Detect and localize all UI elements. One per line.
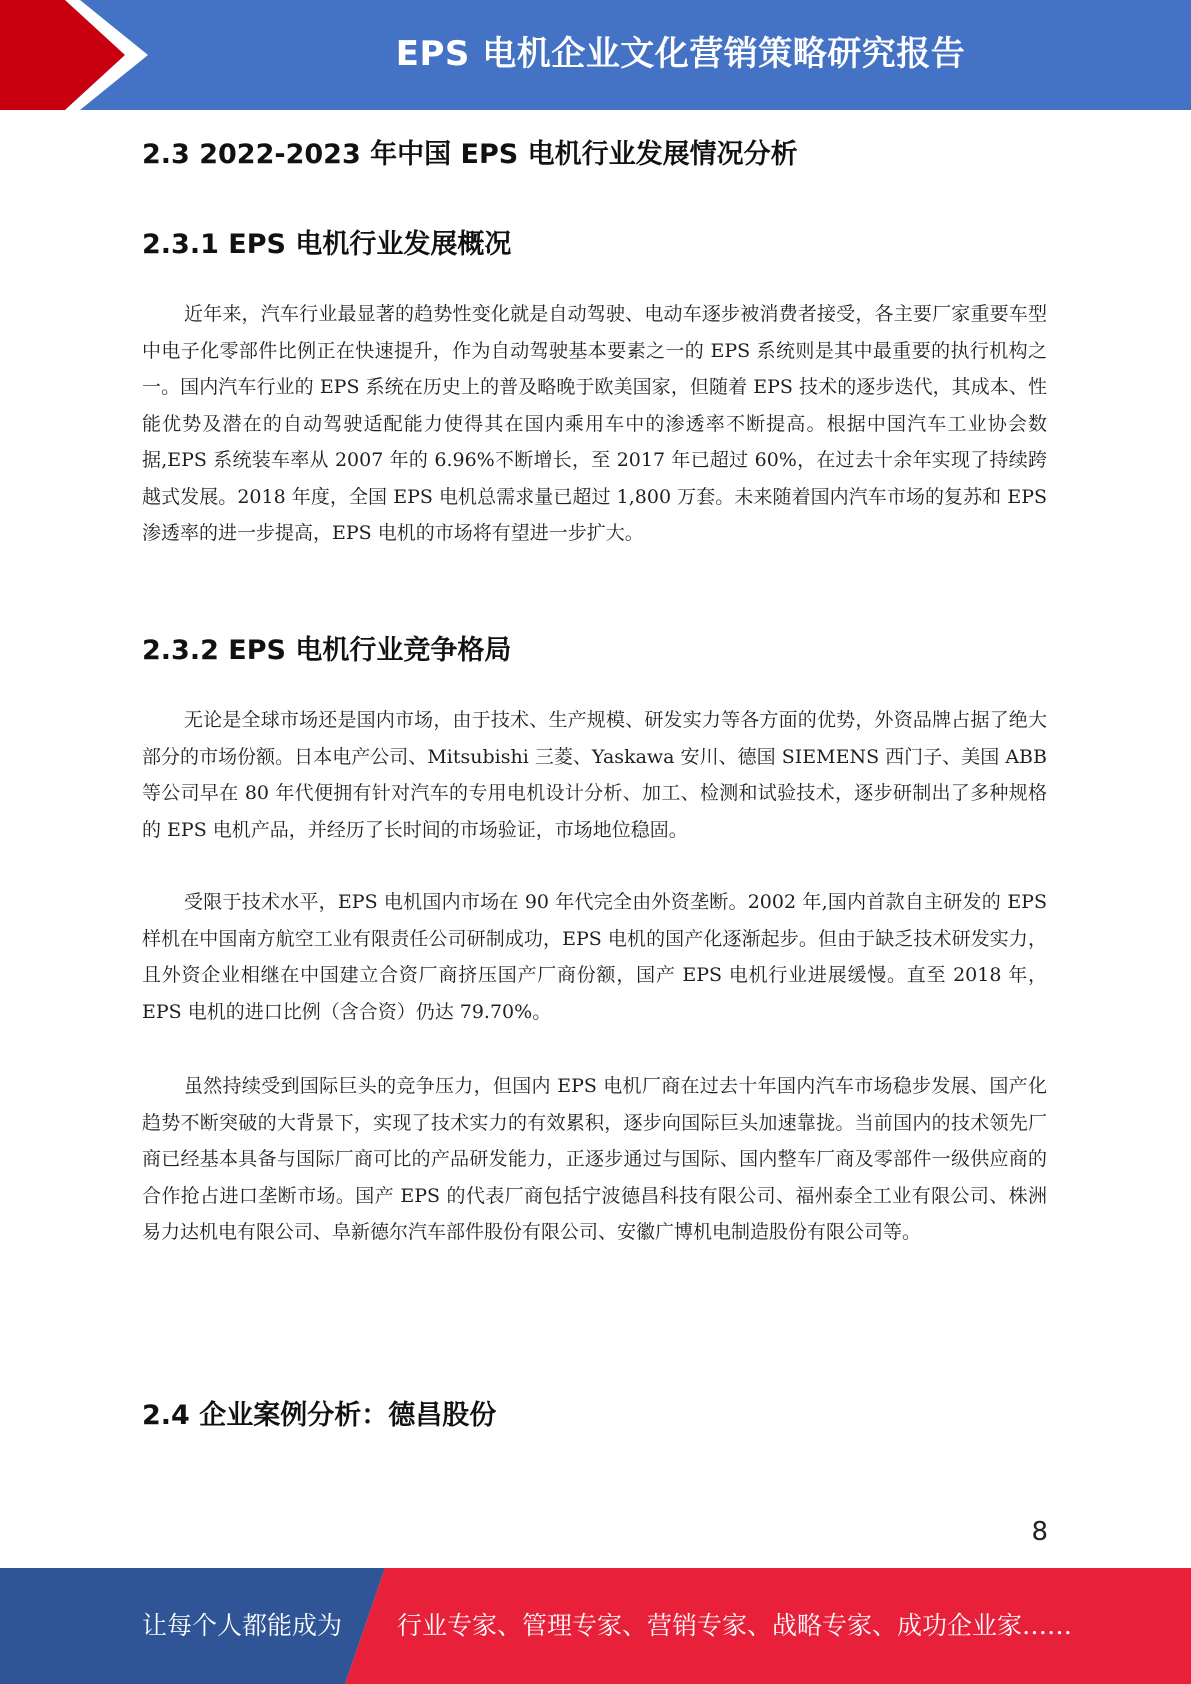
paragraph-competition-2: 受限于技术水平，EPS 电机国内市场在 90 年代完全由外资垄断。2002 年,国内首款自主研发的 EPS 样机在中国南方航空工业有限责任公司研制成功，EPS 电机的国产化逐渐起步。但由于缺乏技术研发实力，且外资企业相继在中国建立合资厂商挤压国产厂商份额，国产 EPS 电机行业进展缓慢。直至 2018 年，EPS 电机的进口比例（含合资）仍达 79.70%。: [142, 891, 1047, 1023]
paragraph-competition-3: 虽然持续受到国际巨头的竞争压力，但国内 EPS 电机厂商在过去十年国内汽车市场稳步发展、国产化趋势不断突破的大背景下，实现了技术实力的有效累积，逐步向国际巨头加速靠拢。当前国内的技术领先厂商已经基本具备与国际厂商可比的产品研发能力，正逐步通过与国际、国内整车厂商及零部件一级供应商的合作抢占进口垄断市场。国产 EPS 的代表厂商包括宁波德昌科技有限公司、福州泰全工业有限公司、株洲易力达机电有限公司、阜新德尔汽车部件股份有限公司、安徽广博机电制造股份有限公司等。: [142, 1075, 1047, 1243]
page-footer: [0, 1568, 1191, 1684]
section-heading-2-3: 2.3 2022-2023 年中国 EPS 电机行业发展情况分析: [142, 139, 798, 170]
paragraph-competition-1: 无论是全球市场还是国内市场，由于技术、生产规模、研发实力等各方面的优势，外资品牌占据了绝大部分的市场份额。日本电产公司、Mitsubishi 三菱、Yaskawa 安川、德国 SIEMENS 西门子、美国 ABB 等公司早在 80 年代便拥有针对汽车的专用电机设计分析、加工、检测和试验技术，逐步研制出了多种规格的 EPS 电机产品，并经历了长时间的市场验证，市场地位稳固。: [142, 709, 1047, 841]
section-heading-2-4: 2.4 企业案例分析：德昌股份: [142, 1400, 497, 1431]
header-chevron-decoration: [0, 0, 160, 110]
section-heading-2-3-1: 2.3.1 EPS 电机行业发展概况: [142, 229, 512, 260]
footer-slogan-left: 让每个人都能成为: [142, 1611, 343, 1640]
report-title: EPS 电机企业文化营销策略研究报告: [395, 34, 966, 74]
footer-slogan-right: 行业专家、管理专家、营销专家、战略专家、成功企业家……: [397, 1611, 1073, 1640]
section-heading-2-3-2: 2.3.2 EPS 电机行业竞争格局: [142, 635, 512, 666]
page-header: [0, 0, 1191, 110]
page-number: 8: [1031, 1517, 1048, 1547]
paragraph-overview: 近年来，汽车行业最显著的趋势性变化就是自动驾驶、电动车逐步被消费者接受，各主要厂家重要车型中电子化零部件比例正在快速提升，作为自动驾驶基本要素之一的 EPS 系统则是其中最重要的执行机构之一。国内汽车行业的 EPS 系统在历史上的普及略晚于欧美国家，但随着 EPS 技术的逐步迭代，其成本、性能优势及潜在的自动驾驶适配能力使得其在国内乘用车中的渗透率不断提高。根据中国汽车工业协会数据,EPS 系统装车率从 2007 年的 6.96%不断增长，至 2017 年已超过 60%，在过去十余年实现了持续跨越式发展。2018 年度，全国 EPS 电机总需求量已超过 1,800 万套。未来随着国内汽车市场的复苏和 EPS 渗透率的进一步提高，EPS 电机的市场将有望进一步扩大。: [142, 303, 1047, 544]
